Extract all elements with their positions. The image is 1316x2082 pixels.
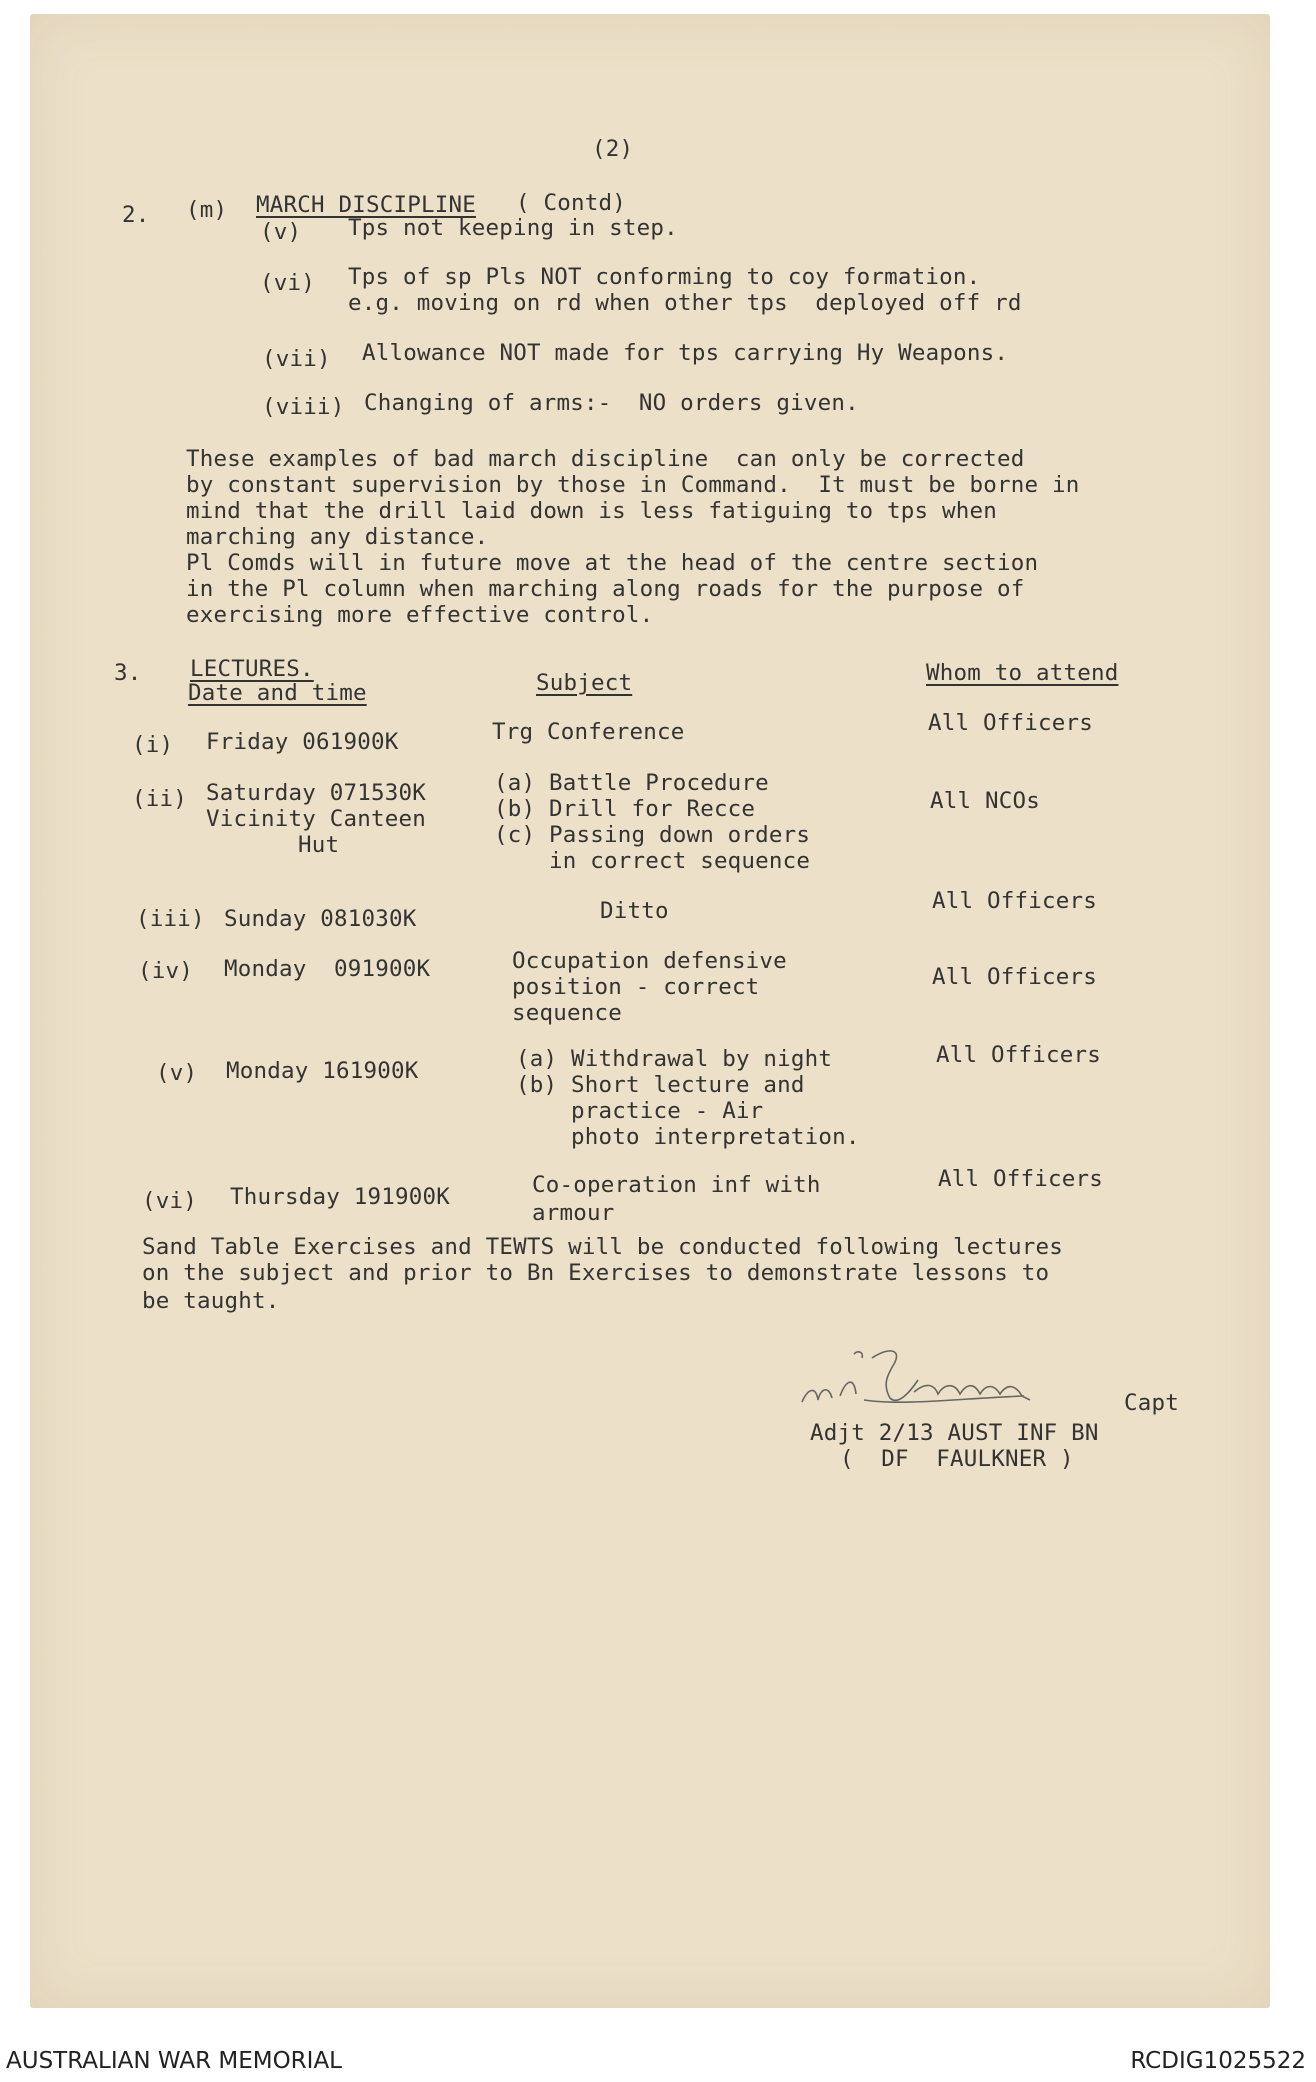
row-date: Hut: [298, 832, 340, 858]
row-subject: (c) Passing down orders: [494, 822, 811, 848]
row-date: Friday 061900K: [206, 729, 399, 755]
closing-line: on the subject and prior to Bn Exercises to demonstrate lessons to: [142, 1260, 1050, 1286]
paragraph-line: mind that the drill laid down is less fatiguing to tps when: [186, 498, 998, 524]
handwritten-signature: [794, 1340, 1134, 1420]
item-text: Tps not keeping in step.: [348, 215, 678, 241]
row-whom: All Officers: [938, 1166, 1103, 1192]
row-number: (vi): [142, 1188, 197, 1214]
paragraph-line: in the Pl column when marching along roads for the purpose of: [186, 576, 1025, 602]
section-number: 3.: [114, 660, 142, 686]
row-date: Thursday 191900K: [230, 1184, 450, 1210]
row-subject: armour: [532, 1200, 615, 1226]
column-header-date: Date and time: [188, 680, 367, 706]
row-whom: All Officers: [932, 888, 1097, 914]
section-heading-suffix: ( Contd): [516, 190, 626, 216]
item-number: (viii): [262, 394, 345, 420]
closing-line: Sand Table Exercises and TEWTS will be conducted following lectures: [142, 1234, 1063, 1260]
paragraph-line: exercising more effective control.: [186, 602, 654, 628]
row-subject: (a) Battle Procedure: [494, 770, 769, 796]
paragraph-line: These examples of bad march discipline can only be corrected: [186, 446, 1025, 472]
row-subject: Trg Conference: [492, 719, 685, 745]
row-whom: All Officers: [928, 710, 1093, 736]
row-number: (v): [156, 1060, 198, 1086]
row-subject: position - correct: [512, 974, 760, 1000]
item-text: Tps of sp Pls NOT conforming to coy formation.: [348, 264, 981, 290]
footer-source: AUSTRALIAN WAR MEMORIAL: [6, 2048, 342, 2074]
signature-rank: Capt: [1124, 1390, 1179, 1416]
subsection-label: (m): [186, 197, 228, 223]
item-text: Allowance NOT made for tps carrying Hy Weapons.: [362, 340, 1009, 366]
paragraph-line: Pl Comds will in future move at the head of the centre section: [186, 550, 1039, 576]
row-date: Saturday 071530K: [206, 780, 426, 806]
section-number: 2.: [122, 202, 150, 228]
row-subject: Ditto: [600, 898, 669, 924]
item-number: (vi): [260, 270, 315, 296]
column-header-subject: Subject: [536, 670, 633, 696]
row-subject: (a) Withdrawal by night: [516, 1046, 833, 1072]
row-number: (iv): [138, 958, 193, 984]
item-number: (v): [260, 219, 302, 245]
page-number: (2): [592, 136, 634, 162]
signature-name: ( DF FAULKNER ): [840, 1446, 1074, 1472]
footer-record-id: RCDIG1025522: [1130, 2048, 1306, 2074]
row-subject: sequence: [512, 1000, 622, 1026]
row-date: Sunday 081030K: [224, 906, 417, 932]
paragraph-line: by constant supervision by those in Command. It must be borne in: [186, 472, 1080, 498]
row-subject: photo interpretation.: [516, 1124, 860, 1150]
item-text: Changing of arms:- NO orders given.: [364, 390, 859, 416]
row-subject: Occupation defensive: [512, 948, 787, 974]
column-header-whom: Whom to attend: [926, 660, 1119, 686]
row-whom: All Officers: [932, 964, 1097, 990]
closing-line: be taught.: [142, 1288, 280, 1314]
signature-title: Adjt 2/13 AUST INF BN: [810, 1420, 1099, 1446]
row-subject: (b) Short lecture and: [516, 1072, 805, 1098]
paragraph-line: marching any distance.: [186, 524, 489, 550]
row-number: (i): [132, 732, 174, 758]
row-subject: Co-operation inf with: [532, 1172, 821, 1198]
row-date: Monday 161900K: [226, 1058, 419, 1084]
row-subject: in correct sequence: [494, 848, 811, 874]
item-text: e.g. moving on rd when other tps deployed off rd: [348, 290, 1022, 316]
item-number: (vii): [262, 346, 331, 372]
section-heading: MARCH DISCIPLINE: [256, 192, 476, 218]
row-number: (iii): [136, 906, 205, 932]
row-subject: (b) Drill for Recce: [494, 796, 756, 822]
section-heading: LECTURES.: [190, 656, 314, 682]
row-subject: practice - Air: [516, 1098, 764, 1124]
row-date: Monday 091900K: [224, 956, 431, 982]
row-number: (ii): [132, 786, 187, 812]
row-whom: All NCOs: [930, 788, 1040, 814]
row-whom: All Officers: [936, 1042, 1101, 1068]
row-date: Vicinity Canteen: [206, 806, 426, 832]
